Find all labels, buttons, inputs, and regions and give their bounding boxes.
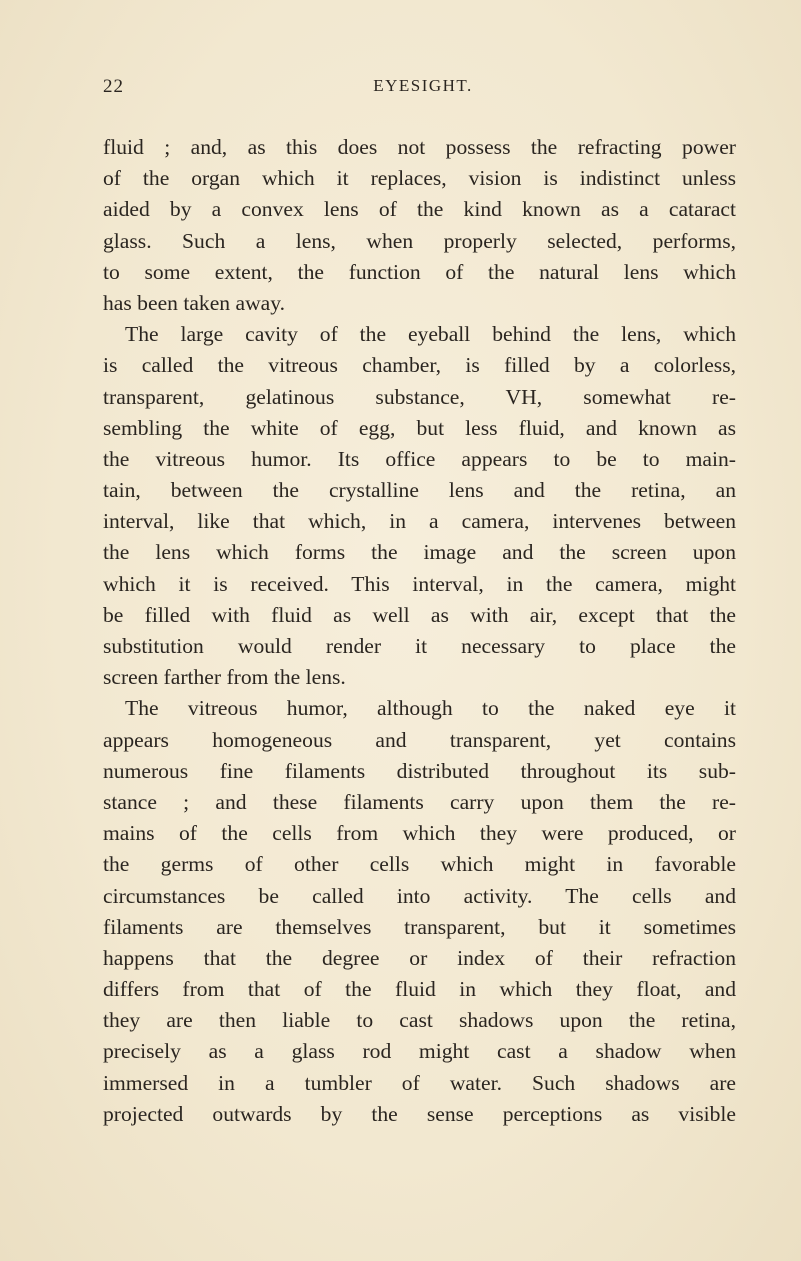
text-line: circumstances be called into activity. The cells and bbox=[103, 883, 736, 908]
text-line: The vitreous humor, although to the naked eye it bbox=[125, 696, 736, 721]
page-header bbox=[103, 76, 743, 102]
running-head: EYESIGHT. bbox=[373, 76, 473, 95]
text-line: screen farther from the lens. bbox=[103, 665, 346, 690]
text-line: tain, between the crystalline lens and the retina, an bbox=[103, 478, 736, 503]
text-line: happens that the degree or index of their refraction bbox=[103, 945, 736, 970]
text-line: mains of the cells from which they were produced, or bbox=[103, 821, 736, 846]
text-line: precisely as a glass rod might cast a shadow when bbox=[103, 1039, 736, 1064]
text-line: is called the vitreous chamber, is filled by a colorless, bbox=[103, 353, 736, 378]
text-line: aided by a convex lens of the kind known as a cataract bbox=[103, 197, 736, 222]
text-line: to some extent, the function of the natural lens which bbox=[103, 259, 736, 284]
text-line: immersed in a tumbler of water. Such shadows are bbox=[103, 1070, 736, 1095]
text-line: projected outwards by the sense perceptions as visible bbox=[103, 1101, 736, 1126]
page-number: 22 bbox=[103, 76, 124, 97]
text-line: The large cavity of the eyeball behind the lens, which bbox=[125, 322, 736, 347]
text-line: numerous fine filaments distributed throughout its sub- bbox=[103, 758, 736, 783]
text-line: appears homogeneous and transparent, yet contains bbox=[103, 727, 736, 752]
text-line: fluid ; and, as this does not possess the refracting power bbox=[103, 135, 736, 159]
text-line: the lens which forms the image and the screen upon bbox=[103, 540, 736, 565]
text-line: filaments are themselves transparent, but it sometimes bbox=[103, 914, 736, 939]
text-line: differs from that of the fluid in which they float, and bbox=[103, 977, 736, 1002]
text-line: has been taken away. bbox=[103, 290, 286, 315]
text-line: which it is received. This interval, in the camera, might bbox=[103, 571, 736, 596]
text-line: interval, like that which, in a camera, intervenes between bbox=[103, 509, 736, 534]
text-line: be filled with fluid as well as with air, except that the bbox=[103, 602, 736, 627]
body-text bbox=[103, 132, 736, 1130]
text-line: the germs of other cells which might in favorable bbox=[103, 852, 736, 877]
text-line: they are then liable to cast shadows upon the retina, bbox=[103, 1008, 736, 1033]
text-line: of the organ which it replaces, vision is indistinct unless bbox=[103, 166, 736, 191]
text-line: glass. Such a lens, when properly selected, performs, bbox=[103, 228, 736, 253]
text-line: transparent, gelatinous substance, VH, somewhat re- bbox=[103, 384, 736, 409]
text-line: the vitreous humor. Its office appears to be to main- bbox=[103, 446, 736, 471]
text-line: stance ; and these filaments carry upon them the re- bbox=[103, 789, 736, 814]
text-line: sembling the white of egg, but less fluid, and known as bbox=[103, 415, 736, 440]
text-line: substitution would render it necessary to place the bbox=[103, 634, 736, 658]
